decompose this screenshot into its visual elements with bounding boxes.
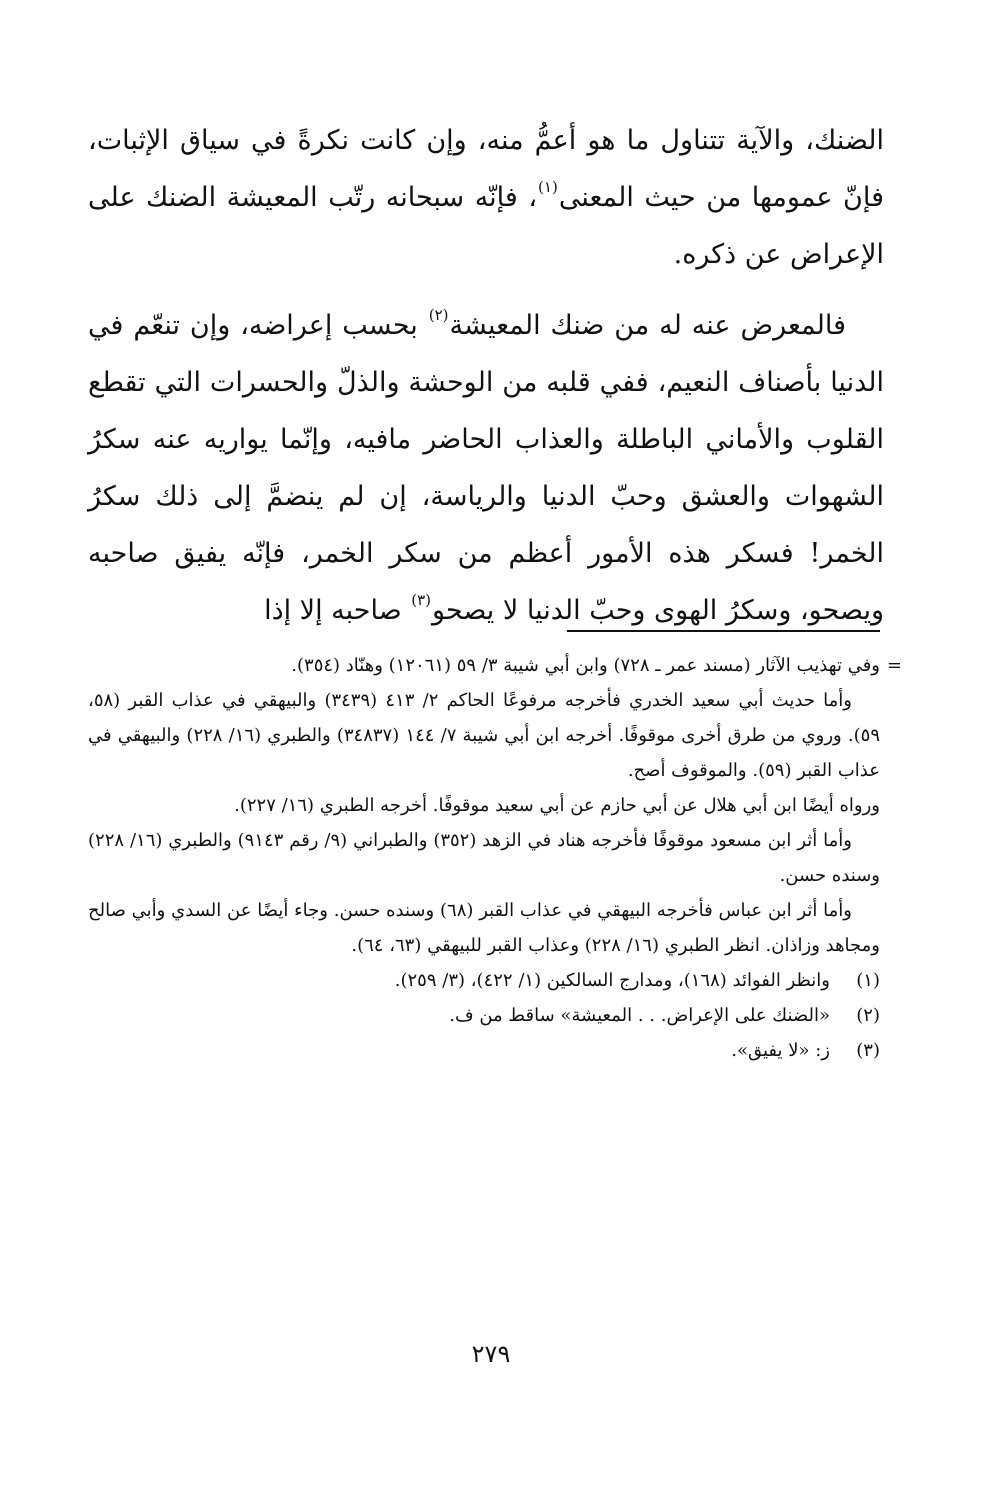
footnote-3-number: (٣) (856, 1040, 880, 1061)
footnote-continuation-text: وفي تهذيب الآثار (مسند عمر ـ ٧٢٨) وابن أبي شيبة ٣/ ٥٩ (١٢٠٦١) وهنّاد (٣٥٤). (291, 655, 880, 676)
continuation-mark: = (886, 655, 902, 676)
footnote-2-text: «الضنك على الإعراض. . . المعيشة» ساقط من ف. (449, 1005, 830, 1026)
footnote-1 (88, 963, 880, 998)
footnote-2 (88, 998, 880, 1033)
page-number: ٢٧٩ (471, 1340, 511, 1368)
footnote-3-text: ز: «لا يفيق». (731, 1040, 830, 1061)
footnote-para-3: وأما أثر ابن مسعود موقوفًا فأخرجه هناد في الزهد (٣٥٢) والطبراني (٩/ رقم ٩١٤٣) والطبري (١٦/ ٢٢٨) وسنده حسن. (88, 830, 880, 886)
footnote-separator (567, 630, 880, 632)
footnote-ref-2: (٢) (428, 306, 449, 324)
paragraph-2-text-b: بحسب إعراضه، وإن تنعّم في الدنيا بأصناف النعيم، ففي قلبه من الوحشة والذلّ والحسرات التي تقطع القلوب والأماني الباطلة والعذاب الحاضر مافيه، وإنّما يواريه عنه سكرُ الشهوات والعشق وحبّ الدنيا والرياسة، إن لم ينضمَّ إلى ذلك سكرُ الخمر! فسكر هذه الأمور أعظم من سكر الخمر، فإنّه يفيق صاحبه ويصحو، وسكرُ الهوى وحبّ الدنيا لا يصحو (88, 310, 884, 626)
footnote-ref-1: (١) (538, 178, 558, 196)
paragraph-2-text-c: صاحبه إلا إذا (264, 595, 411, 626)
footnote-continuation (88, 648, 902, 683)
footnote-2-number: (٢) (856, 1005, 880, 1026)
main-text (88, 112, 884, 639)
paragraph-2 (88, 297, 884, 639)
footnote-1-number: (١) (856, 970, 880, 991)
footnote-3 (88, 1033, 880, 1068)
footnotes (88, 648, 902, 1068)
paragraph-1-text-b: ، فإنّه سبحانه رتّب المعيشة الضنك على الإعراض عن ذكره. (88, 182, 884, 270)
footnote-1-text: وانظر الفوائد (١٦٨)، ومدارج السالكين (١/ ٤٢٢)، (٣/ ٢٥٩). (394, 970, 830, 991)
paragraph-1-text-a: الضنك، والآية تتناول ما هو أعمُّ منه، وإن كانت نكرةً في سياق الإثبات، فإنّ عمومها من حيث المعنى (88, 125, 885, 213)
footnote-ref-3: (٣) (411, 591, 431, 609)
paragraph-2-text-a: فالمعرض عنه له من ضنك المعيشة (449, 310, 846, 341)
paragraph-1 (88, 112, 884, 283)
footnote-para-4: وأما أثر ابن عباس فأخرجه البيهقي في عذاب القبر (٦٨) وسنده حسن. وجاء أيضًا عن السدي وأبي صالح ومجاهد وزاذان. انظر الطبري (١٦/ ٢٢٨) وعذاب القبر للبيهقي (٦٣، ٦٤). (88, 900, 880, 956)
footnote-para-2: ورواه أيضًا ابن أبي هلال عن أبي حازم عن أبي سعيد موقوفًا. أخرجه الطبري (١٦/ ٢٢٧). (234, 795, 880, 816)
footnote-para-1: وأما حديث أبي سعيد الخدري فأخرجه مرفوعًا الحاكم ٢/ ٤١٣ (٣٤٣٩) والبيهقي في عذاب القبر (٥٨، ٥٩). وروي من طرق أخرى موقوفًا. أخرجه ابن أبي شيبة ٧/ ١٤٤ (٣٤٨٣٧) والطبري (١٦/ ٢٢٨) والبيهقي في عذاب القبر (٥٩). والموقوف أصح. (88, 690, 880, 781)
